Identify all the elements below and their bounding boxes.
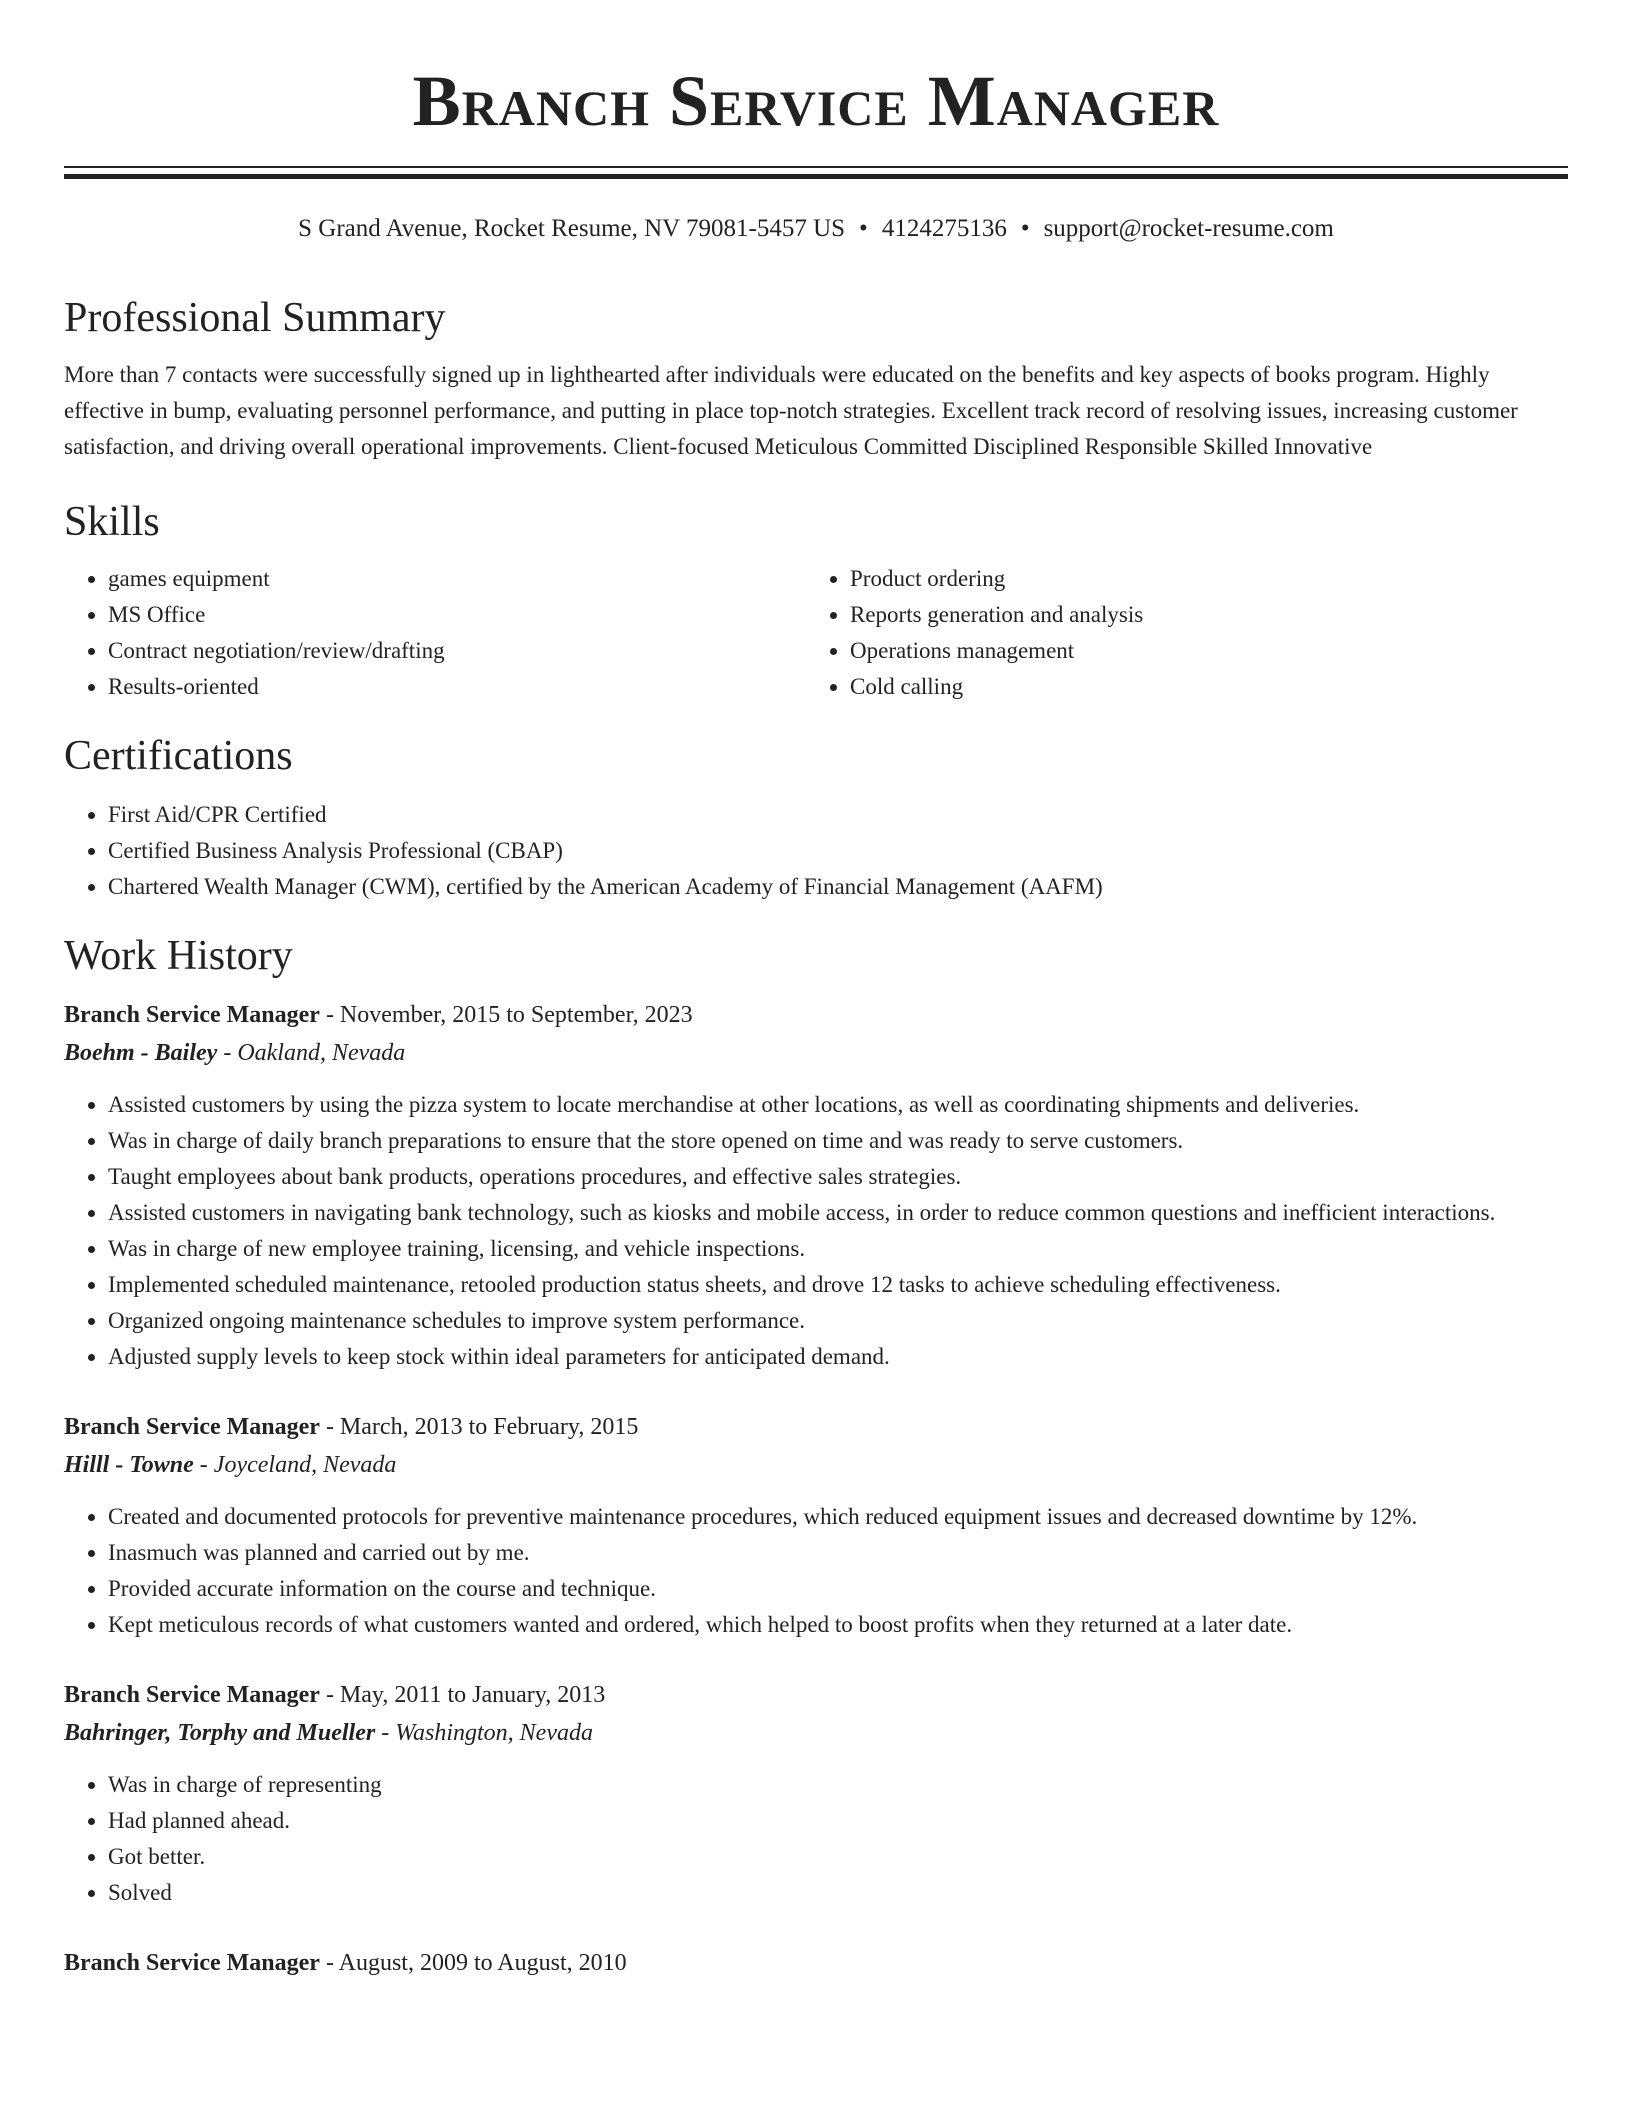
- job-company: Hilll - Towne: [64, 1452, 194, 1478]
- certification-item: • Chartered Wealth Manager (CWM), certified by the American Academy of Financial Management (AAFM): [108, 869, 1568, 905]
- skills-list-left: [64, 561, 806, 705]
- summary-heading: Professional Summary: [64, 295, 446, 341]
- job-bullet: • Adjusted supply levels to keep stock within ideal parameters for anticipated demand.: [108, 1339, 1568, 1375]
- job-bullet: • Was in charge of representing: [108, 1767, 1568, 1803]
- job-bullets: [64, 1767, 1568, 1911]
- contact-address: S Grand Avenue, Rocket Resume, NV 79081-5457 US: [298, 215, 846, 242]
- certifications-section: [64, 731, 1568, 905]
- skills-column-right: [806, 561, 1548, 705]
- skills-list-right: [806, 561, 1548, 705]
- contact-email: support@rocket-resume.com: [1043, 215, 1334, 242]
- skill-item: • MS Office: [108, 597, 806, 633]
- job-bullet: • Assisted customers in navigating bank technology, such as kiosks and mobile access, in order to reduce common questions and inefficient interactions.: [108, 1195, 1568, 1231]
- resume-page: [64, 0, 1568, 1983]
- job-title-line: [64, 995, 1568, 1035]
- job-entry: [64, 1675, 1568, 1911]
- work-history-section: [64, 931, 1568, 1983]
- job-bullet: • Organized ongoing maintenance schedules to improve system performance.: [108, 1303, 1568, 1339]
- skill-item: • Contract negotiation/review/drafting: [108, 633, 806, 669]
- job-company-line: [64, 1035, 1568, 1071]
- job-company-line: [64, 1447, 1568, 1483]
- job-bullet: • Was in charge of new employee training, licensing, and vehicle inspections.: [108, 1231, 1568, 1267]
- job-bullets: [64, 1499, 1568, 1643]
- certifications-list: [64, 797, 1568, 905]
- title-rule-thin: [64, 166, 1568, 168]
- job-dates: - August, 2009 to August, 2010: [319, 1950, 627, 1976]
- skill-item: • Product ordering: [850, 561, 1548, 597]
- skills-heading: Skills: [64, 499, 160, 545]
- certifications-heading: Certifications: [64, 733, 293, 779]
- certification-item: • Certified Business Analysis Professional (CBAP): [108, 833, 1568, 869]
- job-bullet: • Created and documented protocols for preventive maintenance procedures, which reduced equipment issues and decreased downtime by 12%.: [108, 1499, 1568, 1535]
- job-bullet: • Got better.: [108, 1839, 1568, 1875]
- job-bullet: • Assisted customers by using the pizza system to locate merchandise at other locations, as well as coordinating shipments and deliveries.: [108, 1087, 1568, 1123]
- job-bullet: • Was in charge of daily branch preparations to ensure that the store opened on time and was ready to serve customers.: [108, 1123, 1568, 1159]
- job-title: Branch Service Manager: [64, 1950, 320, 1976]
- job-title: Branch Service Manager: [64, 1002, 320, 1028]
- job-bullets: [64, 1087, 1568, 1375]
- certification-item: • First Aid/CPR Certified: [108, 797, 1568, 833]
- contact-line: [64, 213, 1568, 245]
- job-title-line: [64, 1675, 1568, 1715]
- job-company-line: [64, 1715, 1568, 1751]
- job-location: - Joyceland, Nevada: [193, 1452, 397, 1478]
- job-bullet: • Had planned ahead.: [108, 1803, 1568, 1839]
- job-dates: - May, 2011 to January, 2013: [319, 1682, 606, 1708]
- skill-item: • Operations management: [850, 633, 1548, 669]
- job-title: Branch Service Manager: [64, 1682, 320, 1708]
- job-bullet: • Solved: [108, 1875, 1568, 1911]
- job-company: Boehm - Bailey: [64, 1040, 218, 1066]
- work-history-heading: Work History: [64, 933, 293, 979]
- job-location: - Washington, Nevada: [375, 1720, 593, 1746]
- job-dates: - November, 2015 to September, 2023: [319, 1002, 693, 1028]
- skills-columns: [64, 561, 1568, 705]
- skill-item: • Results-oriented: [108, 669, 806, 705]
- contact-separator: •: [859, 215, 868, 242]
- job-entry: [64, 995, 1568, 1375]
- job-bullet: • Inasmuch was planned and carried out by me.: [108, 1535, 1568, 1571]
- skill-item: • Reports generation and analysis: [850, 597, 1548, 633]
- skill-item: • Cold calling: [850, 669, 1548, 705]
- job-title-line: [64, 1407, 1568, 1447]
- skills-column-left: [64, 561, 806, 705]
- job-title-line: [64, 1943, 1568, 1983]
- job-bullet: • Implemented scheduled maintenance, retooled production status sheets, and drove 12 tasks to achieve scheduling effectiveness.: [108, 1267, 1568, 1303]
- job-entry: [64, 1407, 1568, 1643]
- skill-item: • games equipment: [108, 561, 806, 597]
- job-bullet: • Kept meticulous records of what customers wanted and ordered, which helped to boost profits when they returned at a later date.: [108, 1607, 1568, 1643]
- summary-section: [64, 293, 1568, 465]
- job-location: - Oakland, Nevada: [217, 1040, 406, 1066]
- job-dates: - March, 2013 to February, 2015: [319, 1414, 639, 1440]
- resume-title: Branch Service Manager: [412, 61, 1220, 141]
- job-bullet: • Taught employees about bank products, operations procedures, and effective sales strategies.: [108, 1159, 1568, 1195]
- job-title: Branch Service Manager: [64, 1414, 320, 1440]
- skills-section: [64, 497, 1568, 705]
- job-entry: [64, 1943, 1568, 1983]
- job-company: Bahringer, Torphy and Mueller: [64, 1720, 376, 1746]
- summary-text: More than 7 contacts were successfully signed up in lighthearted after individuals were educated on the benefits and key aspects of books program. Highly effective in bump, evaluating personnel performance, and putting in place top-notch strategies. Excellent track record of resolving issues, increasing customer satisfaction, and driving overall operational improvements. Client-focused Meticulous Committed Disciplined Responsible Skilled Innovative: [64, 362, 1518, 459]
- job-bullet: • Provided accurate information on the course and technique.: [108, 1571, 1568, 1607]
- contact-phone: 4124275136: [881, 215, 1007, 242]
- title-rule-thick: [64, 174, 1568, 179]
- contact-separator: •: [1020, 215, 1030, 242]
